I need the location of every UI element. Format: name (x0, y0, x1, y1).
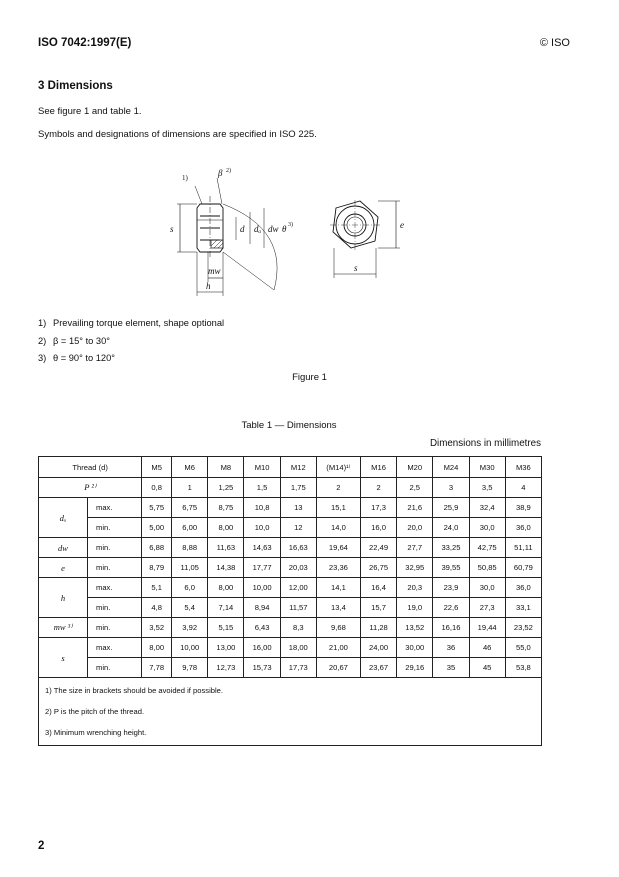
table-row (39, 658, 542, 678)
value-cell: 1,75 (280, 478, 316, 498)
value-cell: 6,43 (244, 618, 280, 638)
value-cell: 45 (469, 658, 505, 678)
value-cell: 20,67 (316, 658, 360, 678)
symbol-cell: mw ³⁾ (39, 618, 88, 638)
value-cell: 30,0 (469, 518, 505, 538)
value-cell: 13,52 (397, 618, 433, 638)
figure-caption: Figure 1 (292, 372, 327, 383)
value-cell: 15,73 (244, 658, 280, 678)
value-cell: 10,00 (172, 638, 208, 658)
value-cell: 16,63 (280, 538, 316, 558)
value-cell: 24,0 (433, 518, 469, 538)
value-cell: 33,25 (433, 538, 469, 558)
value-cell: 30,00 (397, 638, 433, 658)
value-cell: 23,67 (360, 658, 396, 678)
paragraph-symbols: Symbols and designations of dimensions are specified in ISO 225. (38, 129, 317, 140)
thread-col: M24 (433, 457, 469, 478)
value-cell: 5,1 (142, 578, 172, 598)
value-cell: 11,57 (280, 598, 316, 618)
value-cell: 15,1 (316, 498, 360, 518)
value-cell: 12 (280, 518, 316, 538)
thread-col: M16 (360, 457, 396, 478)
value-cell: 5,75 (142, 498, 172, 518)
value-cell: 10,8 (244, 498, 280, 518)
value-cell: 20,0 (397, 518, 433, 538)
table-row (39, 618, 542, 638)
value-cell: 55,0 (505, 638, 541, 658)
value-cell: 35 (433, 658, 469, 678)
value-cell: 8,00 (142, 638, 172, 658)
value-cell: 36,0 (505, 578, 541, 598)
table-row (39, 578, 542, 598)
value-cell: 0,8 (142, 478, 172, 498)
fig-label-h: h (206, 281, 211, 291)
thread-col: M5 (142, 457, 172, 478)
value-cell: 21,6 (397, 498, 433, 518)
value-cell: 42,75 (469, 538, 505, 558)
fig-label-da: dₐ (254, 224, 262, 234)
fig-label-mw: mw (208, 266, 221, 276)
value-cell: 16,00 (244, 638, 280, 658)
thread-col: M12 (280, 457, 316, 478)
value-cell: 12,73 (208, 658, 244, 678)
value-cell: 32,4 (469, 498, 505, 518)
table-row (39, 478, 542, 498)
value-cell: 5,4 (172, 598, 208, 618)
value-cell: 19,0 (397, 598, 433, 618)
table-footnote: 3) Minimum wrenching height. (45, 728, 147, 737)
value-cell: 14,63 (244, 538, 280, 558)
value-cell: 6,88 (142, 538, 172, 558)
value-cell: 36 (433, 638, 469, 658)
value-cell: 3,92 (172, 618, 208, 638)
value-cell: 24,00 (360, 638, 396, 658)
value-cell: 17,73 (280, 658, 316, 678)
thread-col: M8 (208, 457, 244, 478)
value-cell: 6,0 (172, 578, 208, 598)
nut-front-hex (333, 201, 378, 248)
section-title: 3 Dimensions (38, 80, 113, 92)
value-cell: 22,49 (360, 538, 396, 558)
value-cell: 10,0 (244, 518, 280, 538)
value-cell: 5,15 (208, 618, 244, 638)
value-cell: 32,95 (397, 558, 433, 578)
symbol-cell: dₐ (39, 498, 88, 538)
standard-id: ISO 7042:1997(E) (38, 37, 132, 49)
thread-col: M6 (172, 457, 208, 478)
value-cell: 8,88 (172, 538, 208, 558)
value-cell: 9,78 (172, 658, 208, 678)
value-cell: 13,00 (208, 638, 244, 658)
table-row (39, 518, 542, 538)
figure-note: 2) β = 15° to 30° (38, 336, 110, 346)
thread-col: M30 (469, 457, 505, 478)
value-cell: 4 (505, 478, 541, 498)
fig-label-dw: dw (268, 224, 279, 234)
value-cell: 7,78 (142, 658, 172, 678)
value-cell: 17,3 (360, 498, 396, 518)
table-row (39, 638, 542, 658)
value-cell: 9,68 (316, 618, 360, 638)
value-cell: 19,44 (469, 618, 505, 638)
value-cell: 27,7 (397, 538, 433, 558)
limit-cell: min. (88, 618, 142, 638)
value-cell: 29,16 (397, 658, 433, 678)
value-cell: 20,3 (397, 578, 433, 598)
value-cell: 51,11 (505, 538, 541, 558)
value-cell: 50,85 (469, 558, 505, 578)
value-cell: 23,9 (433, 578, 469, 598)
symbol-cell: e (39, 558, 88, 578)
thread-col: (M14)¹⁾ (316, 457, 360, 478)
value-cell: 3 (433, 478, 469, 498)
value-cell: 2,5 (397, 478, 433, 498)
value-cell: 19,64 (316, 538, 360, 558)
value-cell: 13,4 (316, 598, 360, 618)
limit-cell: max. (88, 498, 142, 518)
value-cell: 8,00 (208, 578, 244, 598)
copyright: © ISO (539, 37, 570, 49)
value-cell: 2 (316, 478, 360, 498)
value-cell: 16,16 (433, 618, 469, 638)
table-footnote: 1) The size in brackets should be avoided if possible. (45, 686, 223, 695)
value-cell: 20,03 (280, 558, 316, 578)
value-cell: 8,79 (142, 558, 172, 578)
value-cell: 10,00 (244, 578, 280, 598)
value-cell: 13 (280, 498, 316, 518)
value-cell: 15,7 (360, 598, 396, 618)
value-cell: 8,00 (208, 518, 244, 538)
table-caption: Table 1 — Dimensions (241, 420, 337, 431)
value-cell: 46 (469, 638, 505, 658)
value-cell: 1,5 (244, 478, 280, 498)
fig-label-beta: β (218, 168, 223, 178)
value-cell: 3,5 (469, 478, 505, 498)
value-cell: 17,77 (244, 558, 280, 578)
value-cell: 36,0 (505, 518, 541, 538)
value-cell: 8,3 (280, 618, 316, 638)
table-row (39, 498, 542, 518)
value-cell: 14,1 (316, 578, 360, 598)
value-cell: 11,28 (360, 618, 396, 638)
value-cell: 30,0 (469, 578, 505, 598)
value-cell: 53,8 (505, 658, 541, 678)
limit-cell: max. (88, 578, 142, 598)
value-cell: 22,6 (433, 598, 469, 618)
table-units: Dimensions in millimetres (429, 438, 541, 449)
limit-cell: min. (88, 558, 142, 578)
page-number: 2 (38, 840, 45, 852)
value-cell: 8,94 (244, 598, 280, 618)
value-cell: 14,38 (208, 558, 244, 578)
value-cell: 60,79 (505, 558, 541, 578)
value-cell: 3,52 (142, 618, 172, 638)
value-cell: 2 (360, 478, 396, 498)
limit-cell: max. (88, 638, 142, 658)
symbol-cell: h (39, 578, 88, 618)
fig-label-s: s (170, 224, 174, 234)
table-footnote: 2) P is the pitch of the thread. (45, 707, 145, 716)
value-cell: 38,9 (505, 498, 541, 518)
value-cell: 39,55 (433, 558, 469, 578)
value-cell: 27,3 (469, 598, 505, 618)
limit-cell: min. (88, 598, 142, 618)
fig-label-s2: s (354, 263, 358, 273)
value-cell: 18,00 (280, 638, 316, 658)
thread-col: M20 (397, 457, 433, 478)
value-cell: 14,0 (316, 518, 360, 538)
value-cell: 16,0 (360, 518, 396, 538)
value-cell: 23,52 (505, 618, 541, 638)
value-cell: 11,63 (208, 538, 244, 558)
figure-1-drawing (150, 160, 420, 305)
fig-label-note1: 1) (182, 174, 188, 182)
value-cell: 23,36 (316, 558, 360, 578)
value-cell: 26,75 (360, 558, 396, 578)
fig-label-theta-ref: 3) (288, 222, 293, 228)
fig-label-beta-ref: 2) (226, 168, 231, 174)
thread-col: M10 (244, 457, 280, 478)
value-cell: 12,00 (280, 578, 316, 598)
table-header-row (39, 457, 542, 478)
paragraph-see-figure: See figure 1 and table 1. (38, 106, 142, 117)
value-cell: 25,9 (433, 498, 469, 518)
symbol-cell: s (39, 638, 88, 678)
symbol-cell: dw (39, 538, 88, 558)
table-footnotes (39, 678, 542, 746)
dimensions-table (38, 456, 542, 746)
value-cell: 16,4 (360, 578, 396, 598)
value-cell: 33,1 (505, 598, 541, 618)
table-row (39, 538, 542, 558)
fig-label-e: e (400, 220, 404, 230)
thread-col: M36 (505, 457, 541, 478)
value-cell: 11,05 (172, 558, 208, 578)
limit-cell: min. (88, 658, 142, 678)
table-row (39, 598, 542, 618)
limit-cell: min. (88, 518, 142, 538)
thread-header: Thread (d) (39, 457, 142, 478)
value-cell: 4,8 (142, 598, 172, 618)
fig-label-d: d (240, 224, 245, 234)
symbol-cell: P ²⁾ (39, 478, 142, 498)
value-cell: 5,00 (142, 518, 172, 538)
value-cell: 8,75 (208, 498, 244, 518)
value-cell: 1 (172, 478, 208, 498)
table-row (39, 558, 542, 578)
value-cell: 1,25 (208, 478, 244, 498)
limit-cell: min. (88, 538, 142, 558)
value-cell: 6,00 (172, 518, 208, 538)
figure-note: 1) Prevailing torque element, shape optional (38, 318, 225, 328)
fig-label-theta: θ (282, 224, 287, 234)
value-cell: 7,14 (208, 598, 244, 618)
figure-note: 3) θ = 90° to 120° (38, 353, 115, 363)
value-cell: 6,75 (172, 498, 208, 518)
value-cell: 21,00 (316, 638, 360, 658)
